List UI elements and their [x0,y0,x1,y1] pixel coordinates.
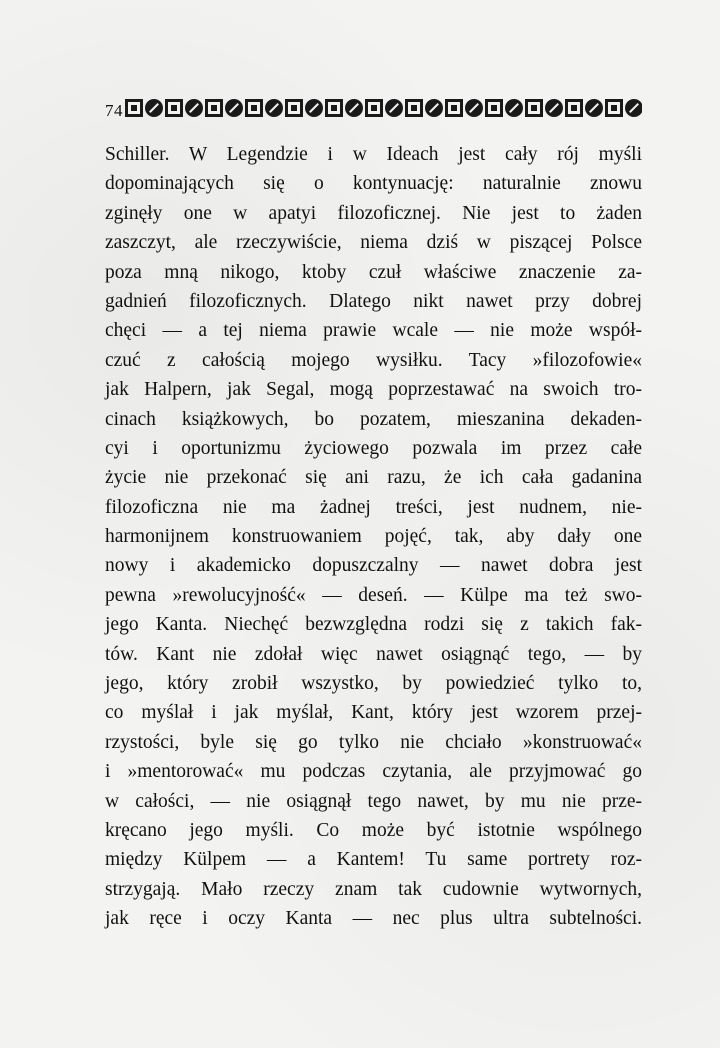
ornament-glyph-icon [445,99,463,117]
text-line: harmonijnem konstruowaniem pojęć, tak, aby dały one [105,526,642,548]
text-line: jak ręce i oczy Kanta — nec plus ultra subtelności. [105,908,642,930]
body-text [105,140,642,934]
text-line: jego Kanta. Niechęć bezwzględna rodzi się z takich fak- [105,614,642,636]
ornament-glyph-icon [485,99,503,117]
page-header [105,93,642,123]
text-line: co myślał i jak myślał, Kant, który jest wzorem przej- [105,702,642,724]
ornament-glyph-icon [245,99,263,117]
ornament-glyph-icon [565,99,583,117]
ornament-glyph-icon [505,99,523,117]
ornament-glyph-icon [265,99,283,117]
text-line: gadnień filozoficznych. Dlatego nikt nawet przy dobrej [105,290,642,312]
ornament-glyph-icon [545,99,563,117]
text-line: chęci — a tej niema prawie wcale — nie może współ- [105,320,642,342]
decorative-ornament-band [125,98,642,118]
ornament-glyph-icon [305,99,323,117]
ornament-glyph-icon [185,99,203,117]
text-line: pewna »rewolucyjność« — deseń. — Külpe ma też swo- [105,584,642,606]
text-line: między Külpem — a Kantem! Tu same portrety roz- [105,849,642,871]
ornament-glyph-icon [425,99,443,117]
text-line: czuć z całością mojego wysiłku. Tacy »filozofowie« [105,349,642,371]
text-line: i »mentorować« mu podczas czytania, ale przyjmować go [105,761,642,783]
text-line: rzystości, byle się go tylko nie chciało »konstruować« [105,731,642,753]
ornament-glyph-icon [345,99,363,117]
text-line: cinach książkowych, bo pozatem, mieszanina dekaden- [105,408,642,430]
ornament-glyph-icon [125,99,143,117]
text-line: filozoficzna nie ma żadnej treści, jest nudnem, nie- [105,496,642,518]
text-line: cyi i oportunizmu życiowego pozwala im przez całe [105,437,642,459]
text-line: w całości, — nie osiągnął tego nawet, by mu nie prze- [105,790,642,812]
ornament-glyph-icon [625,99,642,117]
text-line: dopominających się o kontynuację: naturalnie znowu [105,173,642,195]
ornament-glyph-icon [585,99,603,117]
ornament-glyph-icon [365,99,383,117]
ornament-glyph-icon [225,99,243,117]
ornament-glyph-icon [525,99,543,117]
text-line: nowy i akademicko dopuszczalny — nawet dobra jest [105,555,642,577]
text-line: jak Halpern, jak Segal, mogą poprzestawać na swoich tro- [105,379,642,401]
text-line: poza mną nikogo, ktoby czuł właściwe znaczenie za- [105,261,642,283]
ornament-glyph-icon [605,99,623,117]
ornament-glyph-icon [385,99,403,117]
text-line: zginęły one w apatyi filozoficznej. Nie jest to żaden [105,202,642,224]
text-line: zaszczyt, ale rzeczywiście, niema dziś w piszącej Polsce [105,232,642,254]
ornament-glyph-icon [405,99,423,117]
text-line: jego, który zrobił wszystko, by powiedzieć tylko to, [105,673,642,695]
ornament-glyph-icon [325,99,343,117]
text-line: strzygają. Mało rzeczy znam tak cudownie wytwornych, [105,878,642,900]
ornament-glyph-icon [145,99,163,117]
text-line: życie nie przekonać się ani razu, że ich cała gadanina [105,467,642,489]
text-line: tów. Kant nie zdołał więc nawet osiągnąć tego, — by [105,643,642,665]
text-line: Schiller. W Legendzie i w Ideach jest cały rój myśli [105,144,642,165]
ornament-glyph-icon [165,99,183,117]
ornament-glyph-icon [285,99,303,117]
text-line: kręcano jego myśli. Co może być istotnie wspólnego [105,819,642,841]
ornament-glyph-icon [205,99,223,117]
page-number: 74 [105,101,123,120]
ornament-glyph-icon [465,99,483,117]
